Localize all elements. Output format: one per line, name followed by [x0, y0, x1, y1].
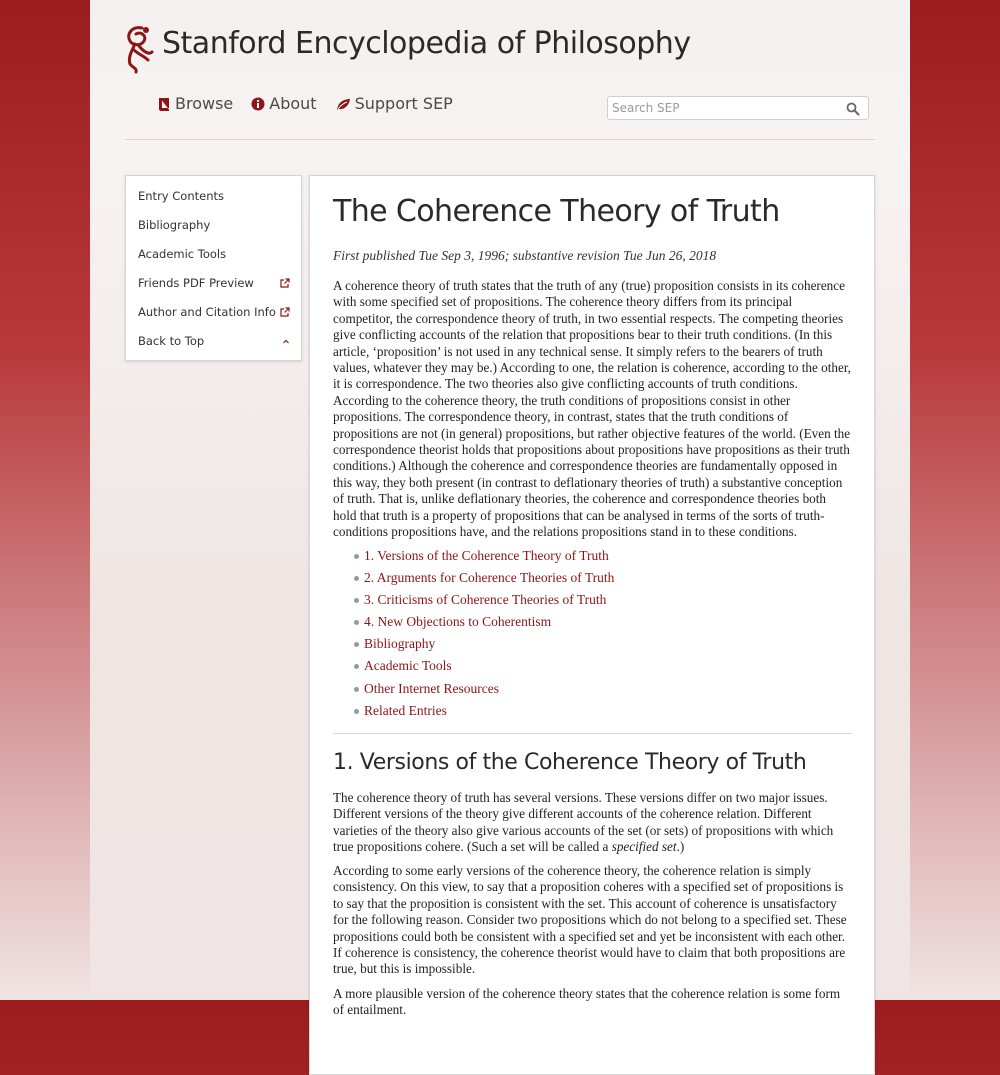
- sidebar-item-label: Academic Tools: [138, 247, 227, 261]
- toc-link[interactable]: 2. Arguments for Coherence Theories of Truth: [364, 570, 615, 586]
- section-paragraph: According to some early versions of the coherence theory, the coherence relation is simply consistency. On this view, to say that a proposition coheres with a specified set of propositions is to say that the proposition is consistent with the set. This account of coherence is unsatisfactory for the following reason. Consider two propositions which do not belong to a specified set. These propositions could both be consistent with a specified set and yet be inconsistent with each other. If coherence is consistency, the coherence theorist would have to claim that both propositions are true, but this is impossible.: [333, 863, 847, 977]
- sidebar-item-academic-tools[interactable]: [138, 244, 290, 264]
- toc-link[interactable]: Related Entries: [364, 702, 447, 718]
- paragraph-text: .): [676, 839, 685, 855]
- toc-item: [333, 545, 614, 567]
- toc-link[interactable]: Other Internet Resources: [364, 680, 499, 696]
- search-input[interactable]: [612, 99, 834, 117]
- section-heading: 1. Versions of the Coherence Theory of Truth: [333, 750, 807, 775]
- nav-browse-label: Browse: [175, 94, 234, 113]
- main-nav: [157, 94, 453, 113]
- sidebar-item-friends-pdf[interactable]: [138, 273, 290, 293]
- toc-item: [333, 611, 614, 633]
- sidebar-item-label: Bibliography: [138, 218, 211, 232]
- sidebar-item-label: Friends PDF Preview: [138, 276, 254, 290]
- table-of-contents: [333, 545, 614, 722]
- sidebar-item-label: Entry Contents: [138, 189, 224, 203]
- external-link-icon: [280, 278, 290, 288]
- sidebar-item-label: Author and Citation Info: [138, 305, 276, 319]
- toc-item: [333, 655, 614, 677]
- sep-logo-icon[interactable]: [122, 24, 156, 74]
- toc-link[interactable]: 3. Criticisms of Coherence Theories of Truth: [364, 592, 607, 608]
- sidebar-item-entry-contents[interactable]: [138, 186, 290, 206]
- nav-support[interactable]: [335, 94, 453, 113]
- toc-item: [333, 700, 614, 722]
- entry-content: [309, 175, 875, 1075]
- chevron-up-icon: [282, 338, 290, 346]
- site-header: [90, 0, 910, 140]
- entry-sidebar: [125, 175, 302, 361]
- toc-link[interactable]: Academic Tools: [364, 658, 452, 674]
- toc-item: [333, 678, 614, 700]
- preamble-paragraph: A coherence theory of truth states that the truth of any (true) proposition consists in its coherence with some specified set of propositions. The coherence theory differs from its principal competitor, the correspondence theory of truth, in two essential respects. The competing theories give conflicting accounts of the relation that propositions bear to their truth conditions. (In this article, ‘proposition’ is not used in any technical sense. It simply refers to the bearers of truth values, whatever they may be.) According to one, the relation is coherence, according to the other, it is correspondence. The two theories also give conflicting accounts of truth conditions. According to the coherence theory, the truth conditions of propositions consist in other propositions. The correspondence theory, in contrast, states that the truth conditions of propositions are not (in general) propositions, but rather objective features of the world. (Even the correspondence theorist holds that propositions about propositions have propositions as their truth conditions.) Although the coherence and correspondence theories are fundamentally opposed in this way, they both present (in contrast to deflationary theories of truth) a substantive conception of truth. That is, unlike deflationary theories, the coherence and correspondence theories both hold that truth is a property of propositions that can be analysed in terms of the sorts of truth-conditions propositions have, and the relations propositions stand in to these conditions.: [333, 278, 851, 540]
- section-paragraph: [333, 790, 852, 856]
- book-icon: [157, 97, 171, 111]
- sidebar-item-back-to-top[interactable]: [138, 331, 290, 351]
- header-divider: [125, 139, 875, 140]
- nav-support-label: Support SEP: [354, 94, 453, 113]
- toc-item: [333, 589, 614, 611]
- sidebar-item-bibliography[interactable]: [138, 215, 290, 235]
- nav-browse[interactable]: [157, 94, 233, 113]
- emphasis-term: specified set: [611, 839, 677, 855]
- external-link-icon: [280, 307, 290, 317]
- site-title[interactable]: Stanford Encyclopedia of Philosophy: [162, 26, 691, 61]
- section-paragraph: A more plausible version of the coherence theory states that the coherence relation is some form of entailment.: [333, 986, 841, 1018]
- toc-item: [333, 633, 614, 655]
- section-divider: [333, 733, 852, 734]
- page: [90, 0, 910, 1018]
- publication-info: First published Tue Sep 3, 1996; substantive revision Tue Jun 26, 2018: [333, 248, 717, 263]
- leaf-icon: [335, 97, 351, 111]
- search-icon[interactable]: [846, 102, 860, 116]
- nav-about[interactable]: [251, 94, 316, 113]
- toc-link[interactable]: Bibliography: [364, 636, 436, 652]
- info-icon: [251, 97, 265, 111]
- search-box: [607, 96, 869, 120]
- nav-about-label: About: [269, 94, 317, 113]
- sidebar-item-label: Back to Top: [138, 334, 205, 348]
- paragraph-text: The coherence theory of truth has several versions. These versions differ on two major issues. Different versions of the theory give different accounts of the coherence relation. Different varieties of the theory also give various accounts of the set (or sets) of propositions with which true propositions cohere. (Such a set will be called a: [333, 790, 834, 855]
- toc-link[interactable]: 4. New Objections to Coherentism: [364, 614, 552, 630]
- entry-title: The Coherence Theory of Truth: [333, 194, 780, 229]
- sidebar-item-author-citation[interactable]: [138, 302, 290, 322]
- toc-item: [333, 567, 614, 589]
- toc-link[interactable]: 1. Versions of the Coherence Theory of Truth: [364, 548, 609, 563]
